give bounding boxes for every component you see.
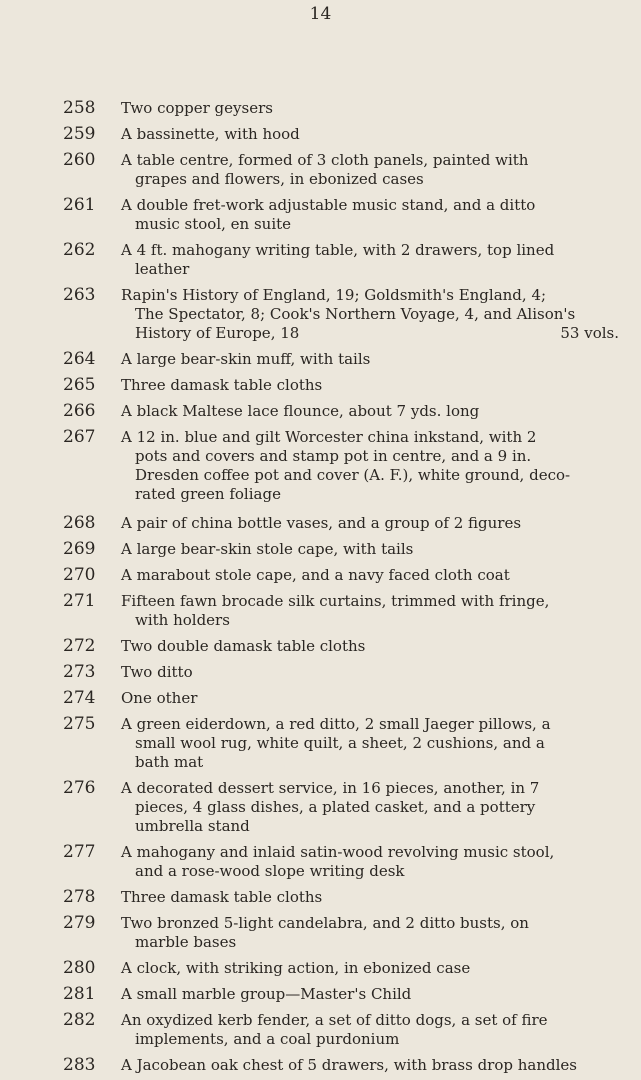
lot-description <box>121 194 619 234</box>
lot-entry <box>0 687 641 708</box>
lot-description-line: with holders <box>135 611 230 629</box>
lot-entry <box>0 983 641 1004</box>
lot-description <box>121 426 619 504</box>
lot-number: 258 <box>63 98 96 118</box>
lot-description-line: rated green foliage <box>135 485 281 503</box>
lot-description-line: A table centre, formed of 3 cloth panels, painted with <box>121 151 529 169</box>
lot-number: 266 <box>63 401 96 421</box>
lot-description-line: Rapin's History of England, 19; Goldsmith's England, 4; <box>121 286 547 304</box>
lot-number: 277 <box>63 842 96 862</box>
lot-description-line: grapes and flowers, in ebonized cases <box>135 170 424 188</box>
lot-description-line: A black Maltese lace flounce, about 7 yds. long <box>121 402 480 420</box>
lot-description <box>121 1009 619 1049</box>
lot-entry <box>0 713 641 772</box>
lot-entry <box>0 841 641 881</box>
lot-description-line: An oxydized kerb fender, a set of ditto dogs, a set of fire <box>121 1011 548 1029</box>
lot-description-line: A large bear-skin muff, with tails <box>121 350 371 368</box>
lot-number: 260 <box>63 150 96 170</box>
lot-entry <box>0 348 641 369</box>
lot-number: 283 <box>63 1055 96 1075</box>
lot-description-line: Two double damask table cloths <box>121 637 366 655</box>
lot-description-line: A marabout stole cape, and a navy faced cloth coat <box>121 566 510 584</box>
lot-number: 265 <box>63 375 96 395</box>
lot-number: 279 <box>63 913 96 933</box>
lot-description <box>121 512 619 533</box>
lot-description-line: Fifteen fawn brocade silk curtains, trimmed with fringe, <box>121 592 550 610</box>
lot-entry <box>0 886 641 907</box>
lot-number: 278 <box>63 887 96 907</box>
lot-number: 276 <box>63 778 96 798</box>
lot-number: 280 <box>63 958 96 978</box>
lot-number: 267 <box>63 427 96 447</box>
lot-description-line: A 12 in. blue and gilt Worcester china inkstand, with 2 <box>121 428 537 446</box>
lot-entry <box>0 912 641 952</box>
lot-number: 268 <box>63 513 96 533</box>
lot-description <box>121 590 619 630</box>
lot-description-line: umbrella stand <box>135 817 250 835</box>
lot-entry <box>0 564 641 585</box>
lot-entry <box>0 957 641 978</box>
lot-description-line: A double fret-work adjustable music stand, and a ditto <box>121 196 536 214</box>
lot-entry <box>0 538 641 559</box>
lot-description <box>121 1054 619 1075</box>
lot-number: 275 <box>63 714 96 734</box>
lot-description-line: and a rose-wood slope writing desk <box>135 862 405 880</box>
lot-description-line: music stool, en suite <box>135 215 292 233</box>
lot-description-line: marble bases <box>135 933 237 951</box>
lot-description-line: implements, and a coal purdonium <box>135 1030 400 1048</box>
lot-number: 273 <box>63 662 96 682</box>
lot-description-line: A small marble group—Master's Child <box>121 985 412 1003</box>
lot-description-line: small wool rug, white quilt, a sheet, 2 cushions, and a <box>135 734 545 752</box>
lot-description-line: A decorated dessert service, in 16 pieces, another, in 7 <box>121 779 540 797</box>
lot-description-line: bath mat <box>135 753 204 771</box>
lot-description <box>121 713 619 772</box>
lot-description <box>121 886 619 907</box>
lot-description <box>121 97 619 118</box>
lot-entry <box>0 590 641 630</box>
lot-description-line: Two bronzed 5-light candelabra, and 2 ditto busts, on <box>121 914 529 932</box>
lot-entry <box>0 149 641 189</box>
lot-list <box>0 97 641 1080</box>
lot-entry <box>0 635 641 656</box>
lot-description-line: A mahogany and inlaid satin-wood revolving music stool, <box>121 843 555 861</box>
lot-description-line: The Spectator, 8; Cook's Northern Voyage, 4, and Alison's <box>135 305 576 323</box>
lot-entry <box>0 284 641 343</box>
lot-number: 274 <box>63 688 96 708</box>
lot-number: 261 <box>63 195 96 215</box>
lot-description-line: One other <box>121 689 198 707</box>
lot-description <box>121 564 619 585</box>
lot-description-line: Two copper geysers <box>121 99 273 117</box>
lot-description <box>121 400 619 421</box>
lot-description <box>121 123 619 144</box>
lot-entry <box>0 661 641 682</box>
lot-description <box>121 841 619 881</box>
lot-description-line: A clock, with striking action, in ebonized case <box>121 959 471 977</box>
lot-description-line: Two ditto <box>121 663 193 681</box>
lot-description-line: pots and covers and stamp pot in centre, and a 9 in. <box>135 447 532 465</box>
lot-description <box>121 374 619 395</box>
lot-entry <box>0 374 641 395</box>
lot-description-line: A green eiderdown, a red ditto, 2 small Jaeger pillows, a <box>121 715 551 733</box>
lot-entry <box>0 1009 641 1049</box>
lot-description-line: History of Europe, 18 53 vols. <box>135 324 619 342</box>
lot-entry <box>0 194 641 234</box>
lot-description <box>121 348 619 369</box>
lot-description <box>121 983 619 1004</box>
lot-entry <box>0 400 641 421</box>
lot-description-line: Three damask table cloths <box>121 376 323 394</box>
lot-description-line: A Jacobean oak chest of 5 drawers, with brass drop handles <box>121 1056 577 1074</box>
lot-number: 272 <box>63 636 96 656</box>
lot-entry <box>0 239 641 279</box>
lot-number: 271 <box>63 591 96 611</box>
lot-entry <box>0 123 641 144</box>
lot-description <box>121 957 619 978</box>
lot-description-line: A 4 ft. mahogany writing table, with 2 drawers, top lined <box>121 241 555 259</box>
lot-entry <box>0 426 641 504</box>
lot-description <box>121 777 619 836</box>
lot-entry <box>0 97 641 118</box>
lot-entry <box>0 512 641 533</box>
lot-description-line: A pair of china bottle vases, and a group of 2 figures <box>121 514 522 532</box>
lot-description-line: pieces, 4 glass dishes, a plated casket, and a pottery <box>135 798 536 816</box>
lot-number: 282 <box>63 1010 96 1030</box>
lot-description-line: leather <box>135 260 190 278</box>
lot-description-line: A bassinette, with hood <box>121 125 300 143</box>
lot-description <box>121 687 619 708</box>
lot-description <box>121 284 619 343</box>
lot-description <box>121 149 619 189</box>
lot-number: 264 <box>63 349 96 369</box>
lot-number: 262 <box>63 240 96 260</box>
lot-description-line: Dresden coffee pot and cover (A. F.), white ground, deco- <box>135 466 571 484</box>
lot-number: 281 <box>63 984 96 1004</box>
lot-description <box>121 239 619 279</box>
lot-volume-count: 53 vols. <box>560 324 619 342</box>
lot-number: 263 <box>63 285 96 305</box>
lot-description <box>121 635 619 656</box>
lot-description-line: A large bear-skin stole cape, with tails <box>121 540 414 558</box>
lot-entry <box>0 777 641 836</box>
lot-description <box>121 538 619 559</box>
page-number: 14 <box>309 4 332 24</box>
lot-description <box>121 912 619 952</box>
lot-description <box>121 661 619 682</box>
lot-number: 270 <box>63 565 96 585</box>
lot-description-line: Three damask table cloths <box>121 888 323 906</box>
lot-entry <box>0 1054 641 1075</box>
lot-number: 259 <box>63 124 96 144</box>
lot-number: 269 <box>63 539 96 559</box>
